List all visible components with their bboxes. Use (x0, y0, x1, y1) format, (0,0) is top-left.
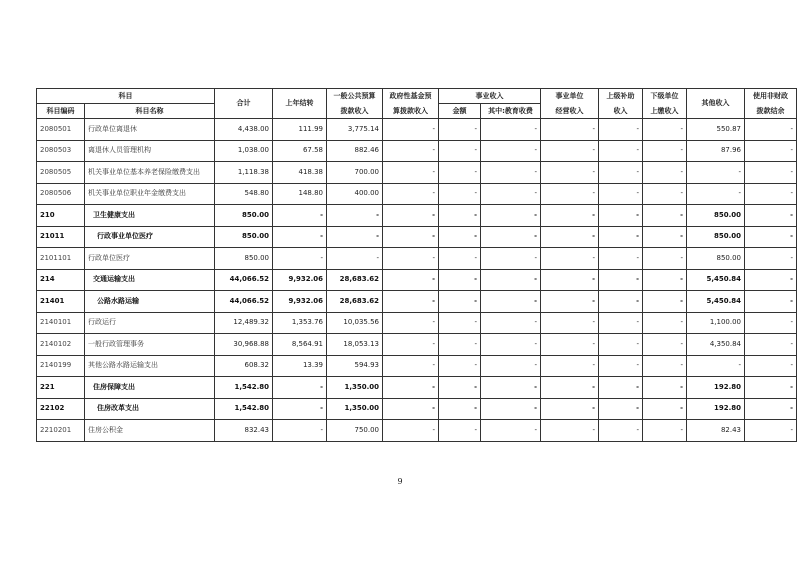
header-edu-fee: 其中:教育收费 (481, 104, 541, 119)
cell-value: - (745, 140, 797, 162)
cell-code: 2080503 (37, 140, 85, 162)
cell-name: 行政单位离退休 (85, 119, 215, 141)
cell-code: 2140101 (37, 312, 85, 334)
cell-code: 2210201 (37, 420, 85, 442)
cell-value: 1,350.00 (327, 398, 383, 420)
cell-value: - (745, 334, 797, 356)
cell-value: - (481, 355, 541, 377)
cell-value: - (481, 248, 541, 270)
cell-value: - (599, 248, 643, 270)
cell-value: - (745, 291, 797, 313)
budget-income-table (36, 88, 797, 442)
cell-value: - (383, 377, 439, 399)
cell-value: 87.96 (687, 140, 745, 162)
cell-value: 9,932.06 (273, 269, 327, 291)
cell-code: 2080506 (37, 183, 85, 205)
cell-value: - (541, 162, 599, 184)
cell-name: 卫生健康支出 (85, 205, 215, 227)
header-gov-fund-line2: 算拨款收入 (393, 106, 428, 115)
cell-value: - (327, 205, 383, 227)
cell-value: - (643, 291, 687, 313)
cell-value: - (383, 291, 439, 313)
cell-value: - (687, 355, 745, 377)
cell-value: - (599, 334, 643, 356)
table-row (37, 119, 797, 141)
cell-code: 21011 (37, 226, 85, 248)
table-row (37, 248, 797, 270)
cell-value: - (439, 312, 481, 334)
cell-value: - (745, 420, 797, 442)
cell-value: - (273, 248, 327, 270)
table-row (37, 334, 797, 356)
cell-value: - (687, 183, 745, 205)
cell-value: - (327, 226, 383, 248)
cell-value: - (745, 119, 797, 141)
cell-value: - (439, 140, 481, 162)
cell-value: - (383, 183, 439, 205)
cell-value: - (439, 269, 481, 291)
cell-value: - (745, 269, 797, 291)
cell-value: 1,100.00 (687, 312, 745, 334)
header-general-budget-line1: 一般公共预算 (333, 91, 376, 100)
header-kemu: 科目 (37, 89, 215, 104)
cell-value: - (481, 226, 541, 248)
cell-code: 2080505 (37, 162, 85, 184)
cell-value: - (745, 205, 797, 227)
cell-value: - (643, 355, 687, 377)
cell-value: - (643, 334, 687, 356)
page-number: 9 (397, 477, 403, 486)
cell-value: - (383, 269, 439, 291)
header-row-1 (37, 89, 797, 104)
header-gov-fund (383, 89, 439, 119)
cell-value: - (599, 377, 643, 399)
cell-value: 1,353.76 (273, 312, 327, 334)
cell-value: 548.80 (215, 183, 273, 205)
cell-value: - (439, 334, 481, 356)
cell-value: 111.99 (273, 119, 327, 141)
cell-name: 其他公路水路运输支出 (85, 355, 215, 377)
table-row (37, 140, 797, 162)
cell-value: - (439, 355, 481, 377)
cell-value: 850.00 (215, 205, 273, 227)
header-unit-income-line2: 经营收入 (555, 106, 584, 115)
cell-value: 44,066.52 (215, 269, 273, 291)
header-total: 合计 (215, 89, 273, 119)
header-nonfiscal-line1: 使用非财政 (753, 91, 788, 100)
cell-value: - (643, 248, 687, 270)
table-row (37, 377, 797, 399)
cell-value: - (541, 269, 599, 291)
cell-value: - (481, 377, 541, 399)
cell-value: - (541, 140, 599, 162)
cell-value: - (643, 183, 687, 205)
cell-name: 住房保障支出 (85, 377, 215, 399)
cell-value: - (599, 183, 643, 205)
cell-value: - (643, 140, 687, 162)
table-row (37, 226, 797, 248)
cell-value: - (643, 119, 687, 141)
cell-name: 住房公积金 (85, 420, 215, 442)
header-code: 科目编码 (37, 104, 85, 119)
cell-value: 8,564.91 (273, 334, 327, 356)
header-lower-pay-line2: 上缴收入 (650, 106, 679, 115)
cell-value: - (745, 377, 797, 399)
cell-value: - (745, 226, 797, 248)
cell-value: - (327, 248, 383, 270)
cell-value: - (643, 269, 687, 291)
cell-value: - (541, 377, 599, 399)
cell-value: - (439, 291, 481, 313)
cell-value: 1,542.80 (215, 377, 273, 399)
table-row (37, 420, 797, 442)
header-upper-subsidy-line1: 上级补助 (606, 91, 635, 100)
cell-value: 82.43 (687, 420, 745, 442)
cell-value: 67.58 (273, 140, 327, 162)
cell-value: - (643, 420, 687, 442)
header-general-budget-line2: 拨款收入 (340, 106, 369, 115)
cell-name: 行政单位医疗 (85, 248, 215, 270)
cell-name: 行政运行 (85, 312, 215, 334)
cell-name: 交通运输支出 (85, 269, 215, 291)
cell-value: - (481, 334, 541, 356)
cell-value: - (643, 398, 687, 420)
cell-value: 832.43 (215, 420, 273, 442)
cell-name: 行政事业单位医疗 (85, 226, 215, 248)
cell-value: - (643, 312, 687, 334)
cell-value: - (383, 162, 439, 184)
cell-value: 850.00 (215, 226, 273, 248)
header-amount: 金额 (439, 104, 481, 119)
cell-code: 214 (37, 269, 85, 291)
cell-value: - (273, 205, 327, 227)
cell-value: - (439, 205, 481, 227)
cell-value: - (481, 398, 541, 420)
cell-value: 4,350.84 (687, 334, 745, 356)
cell-value: 30,968.88 (215, 334, 273, 356)
cell-value: - (599, 226, 643, 248)
cell-value: 192.80 (687, 377, 745, 399)
cell-value: - (439, 420, 481, 442)
cell-value: 18,053.13 (327, 334, 383, 356)
cell-value: - (273, 420, 327, 442)
cell-value: - (481, 420, 541, 442)
cell-name: 离退休人员管理机构 (85, 140, 215, 162)
cell-code: 221 (37, 377, 85, 399)
table-row (37, 398, 797, 420)
cell-value: 1,038.00 (215, 140, 273, 162)
header-carryover: 上年结转 (273, 89, 327, 119)
cell-value: - (383, 140, 439, 162)
cell-value: - (481, 205, 541, 227)
cell-value: - (541, 183, 599, 205)
cell-value: - (541, 248, 599, 270)
cell-name: 公路水路运输 (85, 291, 215, 313)
cell-value: - (643, 162, 687, 184)
cell-value: 1,350.00 (327, 377, 383, 399)
cell-value: 44,066.52 (215, 291, 273, 313)
cell-value: - (439, 377, 481, 399)
cell-value: - (643, 226, 687, 248)
cell-value: - (745, 312, 797, 334)
header-upper-subsidy-line2: 收入 (613, 106, 628, 115)
cell-value: - (383, 248, 439, 270)
cell-code: 22102 (37, 398, 85, 420)
cell-value: 594.93 (327, 355, 383, 377)
cell-value: - (599, 312, 643, 334)
cell-value: - (541, 119, 599, 141)
cell-name: 机关事业单位职业年金缴费支出 (85, 183, 215, 205)
cell-value: - (481, 291, 541, 313)
cell-value: - (439, 398, 481, 420)
cell-value: 192.80 (687, 398, 745, 420)
cell-value: 850.00 (687, 205, 745, 227)
cell-value: 12,489.32 (215, 312, 273, 334)
header-gov-fund-line1: 政府性基金预 (389, 91, 432, 100)
cell-value: - (481, 140, 541, 162)
cell-value: - (643, 377, 687, 399)
header-name: 科目名称 (85, 104, 215, 119)
cell-value: - (481, 162, 541, 184)
cell-value: 28,683.62 (327, 291, 383, 313)
cell-value: 9,932.06 (273, 291, 327, 313)
cell-value: - (439, 248, 481, 270)
cell-code: 21401 (37, 291, 85, 313)
cell-value: - (541, 355, 599, 377)
table-row (37, 183, 797, 205)
cell-value: - (599, 355, 643, 377)
header-unit-income (541, 89, 599, 119)
cell-value: - (599, 140, 643, 162)
header-other-income: 其他收入 (687, 89, 745, 119)
cell-value: 1,118.38 (215, 162, 273, 184)
cell-value: - (383, 119, 439, 141)
cell-value: 1,542.80 (215, 398, 273, 420)
cell-value: - (541, 226, 599, 248)
cell-value: 418.38 (273, 162, 327, 184)
cell-code: 210 (37, 205, 85, 227)
table-body (37, 119, 797, 442)
cell-value: - (599, 205, 643, 227)
cell-value: - (481, 312, 541, 334)
cell-value: - (541, 398, 599, 420)
cell-name: 机关事业单位基本养老保险缴费支出 (85, 162, 215, 184)
table-row (37, 205, 797, 227)
cell-value: - (745, 398, 797, 420)
cell-value: - (481, 119, 541, 141)
cell-value: 28,683.62 (327, 269, 383, 291)
cell-value: - (273, 377, 327, 399)
cell-name: 一般行政管理事务 (85, 334, 215, 356)
cell-value: - (745, 183, 797, 205)
cell-value: - (481, 269, 541, 291)
cell-value: 400.00 (327, 183, 383, 205)
cell-value: - (383, 420, 439, 442)
cell-value: - (745, 355, 797, 377)
cell-value: - (599, 398, 643, 420)
header-nonfiscal-line2: 拨款结余 (756, 106, 785, 115)
cell-value: - (541, 291, 599, 313)
cell-value: - (439, 119, 481, 141)
cell-value: - (383, 334, 439, 356)
cell-value: - (383, 355, 439, 377)
cell-value: - (599, 162, 643, 184)
header-upper-subsidy (599, 89, 643, 119)
cell-value: 10,035.56 (327, 312, 383, 334)
cell-value: - (599, 291, 643, 313)
cell-code: 2140199 (37, 355, 85, 377)
cell-value: - (541, 205, 599, 227)
header-general-budget (327, 89, 383, 119)
cell-value: - (599, 119, 643, 141)
cell-value: 882.46 (327, 140, 383, 162)
cell-value: - (481, 183, 541, 205)
cell-value: - (599, 269, 643, 291)
cell-value: - (541, 312, 599, 334)
cell-value: 4,438.00 (215, 119, 273, 141)
cell-value: - (273, 398, 327, 420)
cell-value: 850.00 (215, 248, 273, 270)
table-row (37, 291, 797, 313)
cell-value: - (745, 248, 797, 270)
header-business-income: 事业收入 (439, 89, 541, 104)
header-unit-income-line1: 事业单位 (555, 91, 584, 100)
cell-value: 550.87 (687, 119, 745, 141)
cell-value: - (383, 398, 439, 420)
header-lower-pay (643, 89, 687, 119)
cell-value: 5,450.84 (687, 269, 745, 291)
header-nonfiscal (745, 89, 797, 119)
cell-name: 住房改革支出 (85, 398, 215, 420)
cell-value: 3,775.14 (327, 119, 383, 141)
cell-value: 13.39 (273, 355, 327, 377)
cell-code: 2080501 (37, 119, 85, 141)
cell-value: - (383, 312, 439, 334)
cell-value: - (439, 162, 481, 184)
cell-value: - (439, 226, 481, 248)
cell-value: 750.00 (327, 420, 383, 442)
cell-value: 850.00 (687, 226, 745, 248)
cell-value: 608.32 (215, 355, 273, 377)
cell-value: 5,450.84 (687, 291, 745, 313)
cell-value: - (643, 205, 687, 227)
cell-value: - (383, 205, 439, 227)
cell-value: - (745, 162, 797, 184)
table-row (37, 312, 797, 334)
cell-value: - (273, 226, 327, 248)
table-row (37, 162, 797, 184)
cell-code: 2140102 (37, 334, 85, 356)
cell-value: - (687, 162, 745, 184)
cell-value: 850.00 (687, 248, 745, 270)
table-row (37, 269, 797, 291)
cell-value: - (599, 420, 643, 442)
cell-value: - (541, 420, 599, 442)
cell-value: 148.80 (273, 183, 327, 205)
cell-value: - (439, 183, 481, 205)
cell-code: 2101101 (37, 248, 85, 270)
cell-value: - (383, 226, 439, 248)
cell-value: - (541, 334, 599, 356)
table-row (37, 355, 797, 377)
header-lower-pay-line1: 下级单位 (650, 91, 679, 100)
cell-value: 700.00 (327, 162, 383, 184)
